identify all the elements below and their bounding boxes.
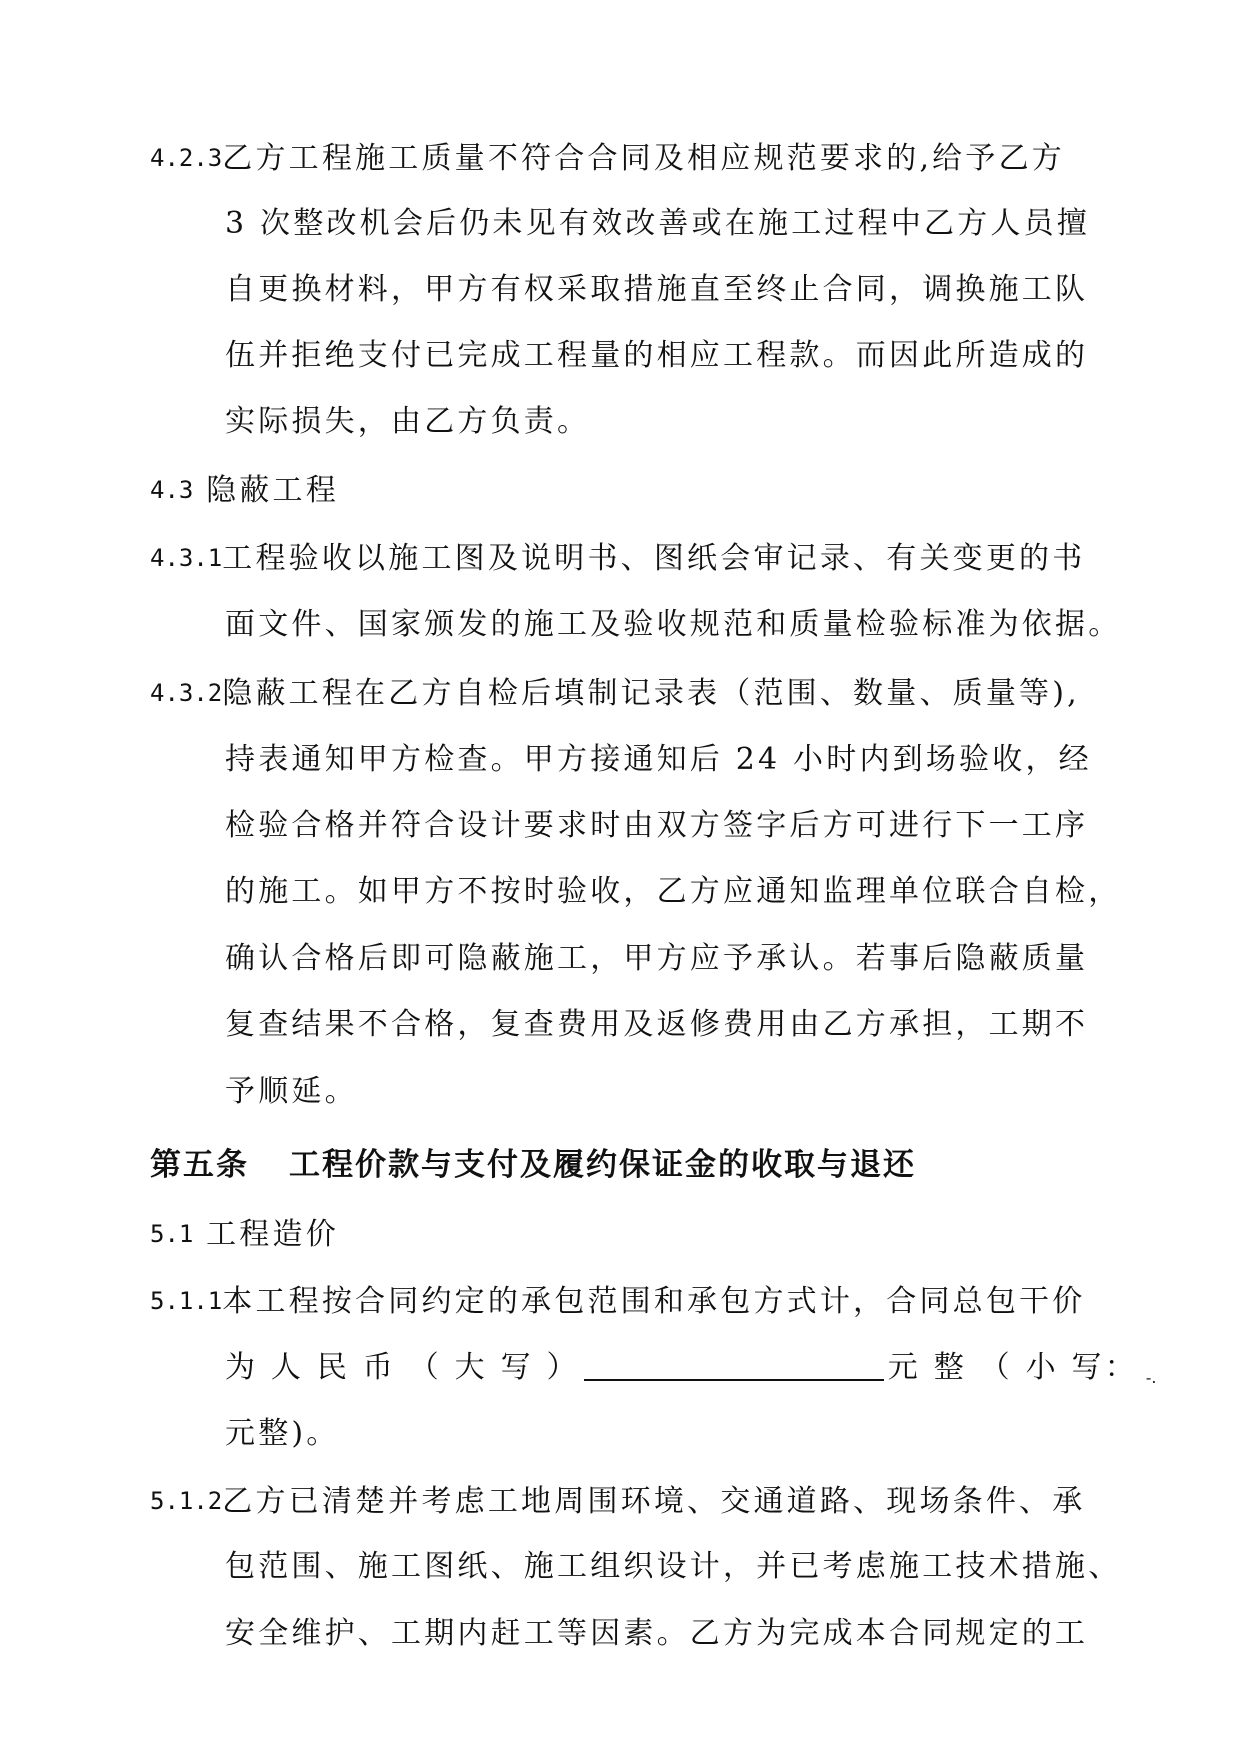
clause-number: 5.1 xyxy=(150,1220,194,1248)
clause-4-2-3-line-3: 自更换材料，甲方有权采取措施直至终止合同，调换施工队 xyxy=(225,272,1089,307)
article-label: 第五条 xyxy=(150,1147,249,1183)
clause-number: 5.1.1 xyxy=(150,1287,223,1315)
clause-4-2-3-line-1: 4.2.3乙方工程施工质量不符合合同及相应规范要求的,给予乙方 xyxy=(150,138,1065,179)
clause-4-3-2-line-2: 持表通知甲方检查。甲方接通知后 24 小时内到场验收，经 xyxy=(225,742,1092,777)
clause-number: 4.3 xyxy=(150,476,194,504)
clause-4-3-1-line-1: 4.3.1工程验收以施工图及说明书、图纸会审记录、有关变更的书 xyxy=(150,538,1085,579)
clause-number: 4.2.3 xyxy=(150,144,223,172)
article-5-heading xyxy=(150,1145,916,1185)
article-title: 工程价款与支付及履约保证金的收取与退还 xyxy=(289,1147,916,1183)
clause-4-3-2-line-7: 予顺延。 xyxy=(225,1074,358,1109)
clause-4-3-1-line-2: 面文件、国家颁发的施工及验收规范和质量检验标准为依据。 xyxy=(225,607,1122,642)
clause-number: 5.1.2 xyxy=(150,1487,223,1515)
clause-4-3-2-line-3: 检验合格并符合设计要求时由双方签字后方可进行下一工序 xyxy=(225,808,1089,843)
clause-5-1-heading xyxy=(150,1214,339,1255)
clause-4-3-2-line-5: 确认合格后即可隐蔽施工，甲方应予承认。若事后隐蔽质量 xyxy=(225,941,1089,976)
clause-5-1-2-line-1: 5.1.2乙方已清楚并考虑工地周围环境、交通道路、现场条件、承 xyxy=(150,1481,1085,1522)
clause-4-3-2-line-4: 的施工。如甲方不按时验收，乙方应通知监理单位联合自检， xyxy=(225,874,1122,909)
clause-4-2-3-line-2: 3 次整改机会后仍未见有效改善或在施工过程中乙方人员擅 xyxy=(225,206,1091,241)
clause-5-1-2-line-2: 包范围、施工图纸、施工组织设计，并已考虑施工技术措施、 xyxy=(225,1549,1122,1584)
clause-5-1-1-line-1: 5.1.1本工程按合同约定的承包范围和承包方式计，合同总包干价 xyxy=(150,1281,1085,1322)
clause-4-3-2-line-6: 复查结果不合格，复查费用及返修费用由乙方承担，工期不 xyxy=(225,1007,1089,1042)
clause-title: 工程造价 xyxy=(206,1217,339,1252)
contract-price-blank[interactable] xyxy=(584,1349,884,1381)
clause-4-2-3-line-4: 伍并拒绝支付已完成工程量的相应工程款。而因此所造成的 xyxy=(225,338,1089,373)
clause-4-2-3-line-5: 实际损失，由乙方负责。 xyxy=(225,404,591,439)
clause-4-3-heading xyxy=(150,470,339,511)
clause-number: 4.3.1 xyxy=(150,544,223,572)
clause-4-3-2-line-1: 4.3.2隐蔽工程在乙方自检后填制记录表（范围、数量、质量等), xyxy=(150,673,1080,714)
clause-5-1-2-line-3: 安全维护、工期内赶工等因素。乙方为完成本合同规定的工 xyxy=(225,1616,1089,1651)
clause-5-1-1-line-2: 为 人 民 币 （ 大 写 ） 元 整 （ 小 写： -. xyxy=(225,1350,1157,1387)
clause-5-1-1-line-3: 元整)。 xyxy=(225,1416,340,1451)
clause-title: 隐蔽工程 xyxy=(206,473,339,508)
clause-number: 4.3.2 xyxy=(150,679,223,707)
